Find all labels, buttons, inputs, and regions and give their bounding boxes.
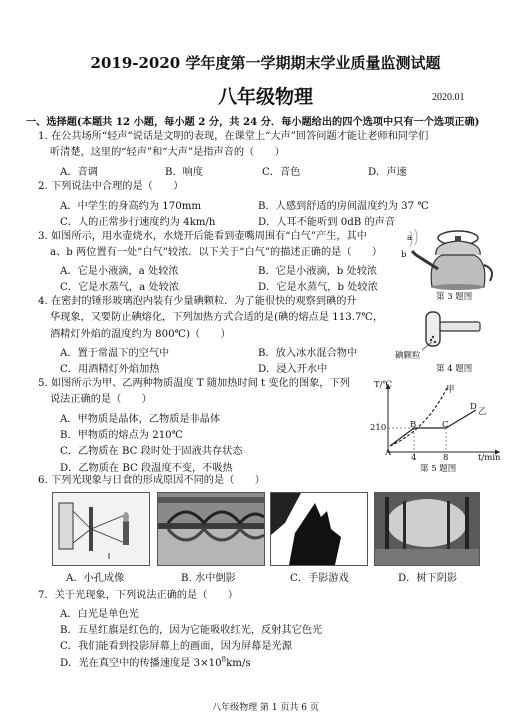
q3-option-a: A．它是小液滴，a 处较浓 [60, 266, 179, 277]
q6-option-c: C．手影游戏 [290, 573, 349, 584]
q2-option-a: A．中学生的身高约为 170mm [60, 201, 202, 212]
section-heading: 一、选择题(本题共 12 小题，每小题 2 分，共 24 分．每小题给出的四个选项中只有一个选项正确) [26, 116, 480, 128]
kettle-label-a: a [407, 233, 413, 243]
graph-label-jia: 甲 [446, 385, 455, 395]
q2-option-b: B．人感到舒适的房间温度约为 37 ℃ [258, 201, 429, 212]
q7-option-a: A．白光是单色光 [60, 609, 139, 620]
graph-point-d: D [470, 402, 477, 412]
q3-stem-line2: a、b 两位置有一处“白气”较浓．以下关于“白气”的描述正确的是（ ） [50, 247, 383, 258]
q4-option-b: B．放入冰水混合物中 [258, 348, 358, 359]
q3-stem-line1: 3. 如图所示，用水壶烧水，水烧开后能看到壶嘴周围有“白气”产生，其中 [38, 231, 367, 242]
q3-option-d: D．它是水蒸气，b 处较浓 [258, 282, 378, 293]
q4-option-d: D．浸入开水中 [258, 364, 328, 375]
water-reflection-image [157, 492, 265, 566]
exam-date: 2020.01 [432, 92, 465, 103]
q5-option-c: C．乙物质在 BC 段时处于固液共存状态 [60, 446, 243, 457]
graph-tick-4: 4 [411, 453, 417, 463]
q1-stem-line2: 听清楚，这里的“轻声”和“大声”是指声音的（ ） [50, 147, 285, 158]
q6-option-d: D．树下阴影 [398, 573, 458, 584]
graph-tick-8: 8 [443, 453, 449, 463]
q6-option-a: A．小孔成像 [66, 573, 125, 584]
q4-stem-line3: 酒精灯外焰的温度约为 800℃)（ ） [50, 329, 231, 340]
graph-point-b: B [410, 420, 417, 430]
graph-y-label: T/℃ [374, 380, 393, 390]
q7-option-d [60, 654, 251, 669]
exam-title: 2019-2020 学年度第一学期期末学业质量监测试题 [90, 54, 441, 72]
hand-shadow-image [270, 492, 368, 566]
q7-option-c: C．我们能看到投影屏幕上的画面，因为屏幕是光源 [60, 641, 292, 652]
q3-option-b: B．它是小液滴，b 处较浓 [258, 266, 378, 277]
q1-option-a: A．音调 [60, 167, 98, 178]
tree-shadow-image [374, 492, 480, 566]
q5-figure-caption: 第 5 题图 [420, 464, 457, 474]
kettle-label-b: b [401, 250, 407, 260]
q7-d-exponent: 8 [221, 655, 227, 664]
graph-tick-210: 210 [370, 423, 387, 433]
q5-option-b: B．甲物质的熔点为 210℃ [60, 430, 184, 441]
q1-option-d: D．声速 [368, 167, 407, 178]
q4-stem-line2: 华现象，又要防止碘熔化，下列加热方式合适的是(碘的熔点是 113.7℃， [50, 312, 384, 323]
q7-d-text: D．光在真空中的传播速度是 3×10 [60, 658, 222, 669]
q5-option-d: D．乙物质在 BC 段温度不变，不吸热 [60, 463, 233, 474]
q6-stem: 6. 下列光现象与日食的形成原因不同的是（ ） [38, 475, 265, 486]
page-footer: 八年级物理 第 1 页共 6 页 [212, 703, 319, 713]
q7-option-b: B．五星红旗是红色的，因为它能吸收红光，反射其它色光 [60, 625, 323, 636]
q5-stem-line1: 5. 如图所示为甲、乙两种物质温度 T 随加热时间 t 变化的图象，下列 [38, 378, 350, 389]
kettle-figure [406, 225, 506, 291]
q5-stem-line2: 说法正确的是（ ） [50, 394, 152, 405]
q1-stem-line1: 1. 在公共场所“轻声”说话是文明的表现，在课堂上“大声”回答问题才能让老师和同学们 [38, 131, 429, 142]
q6-option-b: B. 水中倒影 [181, 573, 236, 584]
graph-x-label: t/min [478, 453, 501, 463]
exam-subtitle: 八年级物理 [217, 86, 313, 108]
q1-option-b: B．响度 [165, 167, 204, 178]
q4-option-a: A．置于常温下的空气中 [60, 348, 170, 359]
q2-stem: 2. 下列说法中合理的是（ ） [38, 181, 184, 192]
graph-point-c: C [442, 420, 449, 430]
q5-option-a: A．甲物质是晶体，乙物质是非晶体 [60, 414, 221, 425]
graph-label-yi: 乙 [478, 407, 487, 417]
q7-d-unit: km/s [226, 658, 251, 669]
q4-option-c: C．用酒精灯外焰加热 [60, 364, 160, 375]
q7-stem: 7．关于光现象，下列说法正确的是（ ） [38, 590, 239, 601]
q3-figure-caption: 第 3 题图 [436, 292, 473, 302]
q2-option-d: D．人耳不能听到 0dB 的声音 [258, 217, 396, 228]
q4-stem-line1: 4. 在密封的锤形玻璃泡内装有少量碘颗粒．为了能很快的观察到碘的升 [38, 296, 357, 307]
q4-figure-caption: 第 4 题图 [436, 364, 473, 374]
q3-option-c: C．它是水蒸气，a 处较浓 [60, 282, 179, 293]
graph-point-a: A [385, 448, 392, 458]
iodine-label: 碘颗粒 [395, 351, 421, 361]
q1-option-c: C．音色 [262, 167, 301, 178]
temperature-time-graph [366, 380, 506, 458]
q2-option-c: C．人的正常步行速度约为 4km/h [60, 217, 216, 228]
pinhole-image [52, 492, 150, 566]
